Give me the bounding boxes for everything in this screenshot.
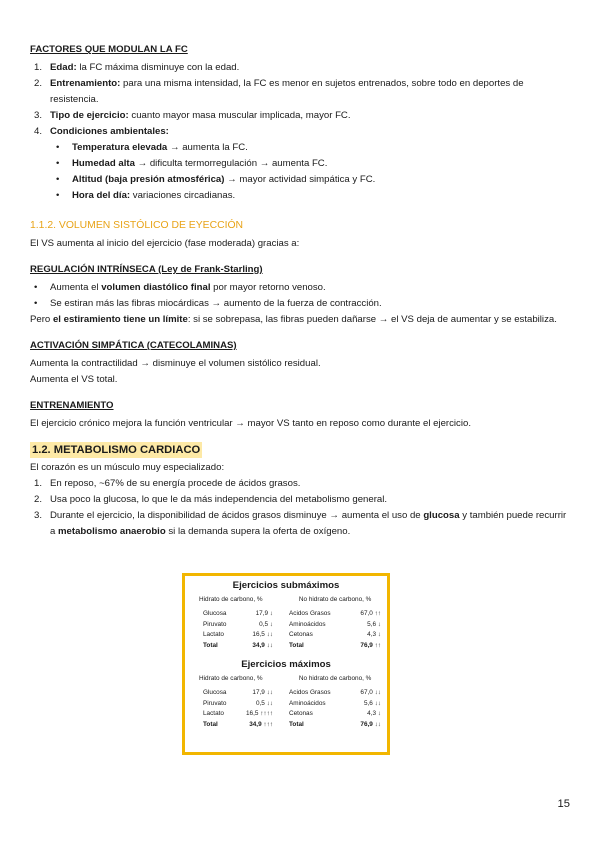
list-item bbox=[30, 280, 570, 296]
table-cell: 17,9 ↓↓ bbox=[252, 689, 273, 696]
table-cell: Cetonas bbox=[289, 631, 313, 638]
heading-factores-fc: FACTORES QUE MODULAN LA FC bbox=[30, 44, 188, 55]
heading-regulacion-intrinseca: REGULACIÓN INTRÍNSECA (Ley de Frank-Starling) bbox=[30, 264, 263, 275]
item-bold: volumen diastólico final bbox=[101, 282, 211, 293]
table-column-headers bbox=[185, 674, 387, 684]
table-cell: Total bbox=[203, 720, 218, 728]
table-cell: Total bbox=[203, 641, 218, 649]
table-row-total bbox=[185, 641, 387, 652]
list-number: 1. bbox=[34, 478, 43, 489]
table-cell: Cetonas bbox=[289, 710, 313, 717]
table-cell: Piruvato bbox=[203, 620, 227, 628]
col-header-hidrato: Hidrato de carbono, % bbox=[199, 596, 263, 603]
regulacion-paragraph bbox=[30, 312, 570, 328]
metabolismo-list bbox=[30, 476, 570, 540]
table-row bbox=[185, 630, 387, 641]
sublist-item bbox=[52, 188, 570, 204]
paragraph-bold: el estiramiento tiene un límite bbox=[52, 314, 188, 325]
table-title-maximos: Ejercicios máximos bbox=[241, 659, 331, 670]
list-number: 3. bbox=[34, 110, 43, 121]
table-cell: Total bbox=[289, 720, 304, 728]
item-text: si la demanda supera la oferta de oxígeno. bbox=[165, 526, 351, 537]
table-cell: Acidos Grasos bbox=[289, 610, 331, 617]
paragraph-text: Pero bbox=[30, 314, 53, 325]
list-number: 3. bbox=[34, 510, 43, 521]
item-text: → mayor actividad simpática y FC. bbox=[224, 174, 376, 185]
heading-activacion-simpatica: ACTIVACIÓN SIMPÁTICA (CATECOLAMINAS) bbox=[30, 340, 237, 351]
table-row bbox=[185, 709, 387, 720]
list-item bbox=[30, 492, 570, 508]
table-row bbox=[185, 688, 387, 699]
col-header-no-hidrato: No hidrato de carbono, % bbox=[298, 596, 372, 603]
item-text: y también puede recurrir a bbox=[50, 510, 567, 537]
regulacion-list bbox=[30, 280, 570, 312]
page-number: 15 bbox=[557, 798, 570, 810]
table-cell: Piruvato bbox=[203, 699, 227, 707]
item-bold: Tipo de ejercicio: bbox=[50, 110, 129, 121]
col-header-no-hidrato: No hidrato de carbono, % bbox=[298, 675, 372, 682]
factores-list bbox=[30, 60, 570, 204]
table-row bbox=[185, 609, 387, 620]
col-header-hidrato: Hidrato de carbono, % bbox=[199, 675, 263, 682]
table-row bbox=[185, 620, 387, 631]
table-cell: 67,0 ↑↑ bbox=[360, 610, 381, 617]
heading-entrenamiento: ENTRENAMIENTO bbox=[30, 400, 114, 411]
table-cell: Lactato bbox=[203, 631, 224, 638]
table-cell: Aminoácidos bbox=[289, 620, 326, 628]
item-bold: Temperatura elevada bbox=[72, 142, 168, 153]
list-item bbox=[30, 124, 570, 204]
item-bold: metabolismo anaerobio bbox=[58, 526, 166, 537]
page-content bbox=[30, 42, 570, 540]
activacion-line: Aumenta la contractilidad → disminuye el volumen sistólico residual. bbox=[30, 358, 321, 369]
table-cell: 16,5 ↓↓ bbox=[252, 631, 273, 638]
table-cell: 17,9 ↓ bbox=[255, 610, 273, 617]
list-item bbox=[30, 476, 570, 492]
metabolism-table-figure bbox=[182, 573, 390, 755]
table-cell: Total bbox=[289, 641, 304, 649]
table-cell: Glucosa bbox=[203, 610, 227, 617]
item-text: En reposo, ~67% de su energía procede de ácidos grasos. bbox=[50, 478, 301, 489]
item-bold: Edad: bbox=[50, 62, 77, 73]
metabolismo-intro: El corazón es un músculo muy especializado: bbox=[30, 462, 225, 473]
item-text: para una misma intensidad, la FC es menor en sujetos entrenados, sobre todo en deportes de resistencia. bbox=[50, 78, 524, 105]
activacion-line: Aumenta el VS total. bbox=[30, 374, 118, 385]
table-cell: 5,6 ↓ bbox=[367, 620, 381, 628]
table-cell: Aminoácidos bbox=[289, 699, 326, 707]
table-cell: 4,3 ↓ bbox=[367, 710, 381, 717]
item-bold: Altitud (baja presión atmosférica) bbox=[72, 174, 225, 185]
vs-intro: El VS aumenta al inicio del ejercicio (fase moderada) gracias a: bbox=[30, 238, 300, 249]
table-cell: 34,9 ↓↓ bbox=[252, 641, 273, 649]
paragraph-text: : si se sobrepasa, las fibras pueden dañarse → el VS deja de aumentar y se estabiliza. bbox=[187, 314, 557, 325]
table-cell: 67,0 ↓↓ bbox=[360, 689, 381, 696]
sublist-item bbox=[52, 172, 570, 188]
table-cell: 5,6 ↓↓ bbox=[363, 699, 381, 707]
list-number: 1. bbox=[34, 62, 43, 73]
list-number: 2. bbox=[34, 494, 43, 505]
sublist-item bbox=[52, 156, 570, 172]
item-bold: Entrenamiento: bbox=[50, 78, 121, 89]
list-item: • Se estiran más las fibras miocárdicas → aumento de la fuerza de contracción. bbox=[30, 296, 570, 312]
table-row bbox=[185, 699, 387, 710]
item-text: → dificulta termorregulación → aumenta FC. bbox=[134, 158, 328, 169]
table-cell: Acidos Grasos bbox=[289, 689, 331, 696]
table-cell: 16,5 ↑↑↑↑ bbox=[246, 710, 273, 717]
item-text: variaciones circadianas. bbox=[130, 190, 236, 201]
list-item bbox=[30, 508, 570, 540]
list-number: 4. bbox=[34, 126, 43, 137]
heading-volumen-sistolico: 1.1.2. VOLUMEN SISTÓLICO DE EYECCIÓN bbox=[30, 220, 244, 231]
list-item bbox=[30, 108, 570, 124]
item-text: → aumenta la FC. bbox=[167, 142, 248, 153]
table-cell: 0,5 ↓ bbox=[259, 620, 273, 628]
table-cell: Lactato bbox=[203, 710, 224, 717]
item-text: la FC máxima disminuye con la edad. bbox=[76, 62, 240, 73]
list-item bbox=[30, 76, 570, 108]
table-column-headers bbox=[185, 595, 387, 605]
item-bold: Hora del día: bbox=[72, 190, 131, 201]
table-cell: 34,9 ↑↑↑ bbox=[249, 720, 273, 728]
item-bold: glucosa bbox=[423, 510, 460, 521]
item-bold: Humedad alta bbox=[72, 158, 135, 169]
list-number: 2. bbox=[34, 78, 43, 89]
item-bold: Condiciones ambientales: bbox=[50, 126, 169, 137]
item-text: Durante el ejercicio, la disponibilidad de ácidos grasos disminuye → aumenta el uso de bbox=[50, 510, 424, 521]
item-text: Aumenta el bbox=[50, 282, 102, 293]
condiciones-sublist bbox=[30, 140, 570, 204]
table-cell: 0,5 ↓↓ bbox=[255, 699, 273, 707]
table-cell: 76,9 ↓↓ bbox=[360, 720, 381, 728]
table-row-total bbox=[185, 720, 387, 731]
table-title-submaximos: Ejercicios submáximos bbox=[232, 580, 340, 591]
item-text: cuanto mayor masa muscular implicada, mayor FC. bbox=[128, 110, 351, 121]
item-text: por mayor retorno venoso. bbox=[210, 282, 326, 293]
list-item bbox=[30, 60, 570, 76]
entrenamiento-text: El ejercicio crónico mejora la función ventricular → mayor VS tanto en reposo como durante el ejercicio. bbox=[30, 418, 471, 429]
heading-metabolismo-cardiaco: 1.2. METABOLISMO CARDIACO bbox=[32, 444, 201, 456]
table-cell: 76,9 ↑↑ bbox=[360, 641, 381, 649]
table-cell: 4,3 ↓ bbox=[367, 631, 381, 638]
sublist-item bbox=[52, 140, 570, 156]
item-text: Usa poco la glucosa, lo que le da más independencia del metabolismo general. bbox=[50, 494, 388, 505]
table-cell: Glucosa bbox=[203, 689, 227, 696]
